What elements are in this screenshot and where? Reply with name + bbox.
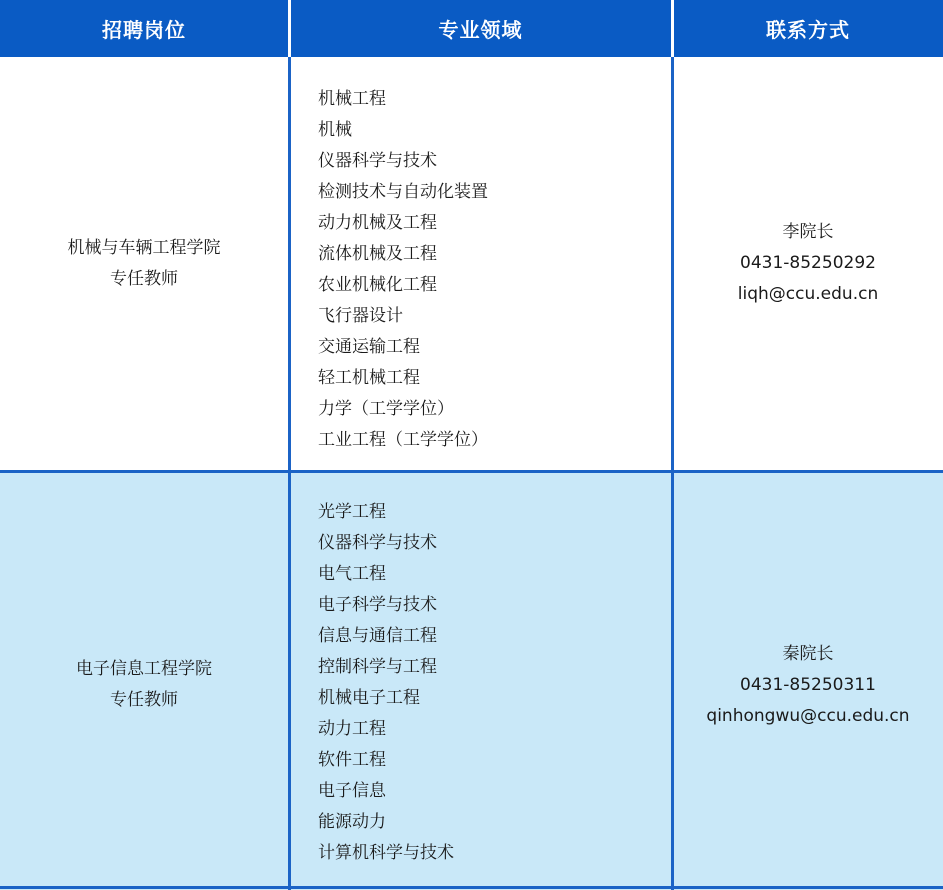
- major-item: 仪器科学与技术: [318, 151, 437, 171]
- major-item: 动力工程: [318, 719, 386, 739]
- contact-cell: [673, 480, 943, 890]
- major-item: 计算机科学与技术: [318, 843, 454, 863]
- contact-name: 秦院长: [782, 643, 834, 664]
- contact-email: qinhongwu@ccu.edu.cn: [706, 705, 910, 726]
- major-item: 信息与通信工程: [318, 626, 437, 646]
- row-divider: [0, 886, 943, 889]
- major-item: 飞行器设计: [318, 306, 403, 326]
- position-title: 专任教师: [110, 690, 178, 710]
- major-item: 软件工程: [318, 750, 386, 770]
- major-item: 交通运输工程: [318, 337, 420, 357]
- header-major-field: 专业领域: [438, 18, 523, 42]
- row-spacer: [0, 473, 943, 480]
- position-dept: 机械与车辆工程学院: [67, 237, 221, 258]
- column-divider: [671, 57, 674, 890]
- major-item: 能源动力: [318, 812, 386, 832]
- major-list: [318, 84, 673, 456]
- header-divider: [288, 0, 291, 57]
- major-item: 机械: [318, 120, 352, 140]
- position-title: 专任教师: [110, 268, 178, 289]
- contact-phone: 0431-85250311: [740, 674, 876, 695]
- major-item: 光学工程: [318, 502, 386, 522]
- header-contact: 联系方式: [766, 18, 850, 42]
- contact-email: liqh@ccu.edu.cn: [737, 284, 879, 304]
- major-item: 电气工程: [318, 564, 386, 584]
- major-item: 轻工机械工程: [318, 368, 420, 388]
- major-item: 机械工程: [318, 89, 386, 109]
- major-item: 电子科学与技术: [318, 595, 437, 615]
- contact-phone: 0431-85250292: [740, 253, 876, 273]
- major-item: 工业工程（工学学位）: [318, 430, 488, 450]
- major-item: 动力机械及工程: [318, 213, 437, 233]
- position-cell: [0, 57, 288, 470]
- major-cell: [288, 480, 673, 890]
- column-divider: [288, 57, 291, 890]
- major-item: 流体机械及工程: [318, 244, 437, 264]
- major-item: 检测技术与自动化装置: [318, 182, 488, 202]
- major-item: 电子信息: [318, 781, 386, 801]
- major-item: 农业机械化工程: [318, 275, 437, 295]
- header-position: 招聘岗位: [102, 18, 186, 42]
- position-dept: 电子信息工程学院: [76, 659, 212, 679]
- major-item: 力学（工学学位）: [318, 399, 454, 419]
- major-cell: [288, 57, 673, 470]
- major-list: [318, 497, 673, 869]
- contact-cell: [673, 57, 943, 470]
- header-divider: [671, 0, 674, 57]
- major-item: 仪器科学与技术: [318, 533, 437, 553]
- major-item: 控制科学与工程: [318, 657, 437, 677]
- table-row: [0, 57, 943, 470]
- contact-name: 李院长: [782, 222, 834, 242]
- position-cell: [0, 480, 288, 890]
- table-header: [0, 0, 943, 57]
- major-item: 机械电子工程: [318, 688, 420, 708]
- table-row: [0, 480, 943, 890]
